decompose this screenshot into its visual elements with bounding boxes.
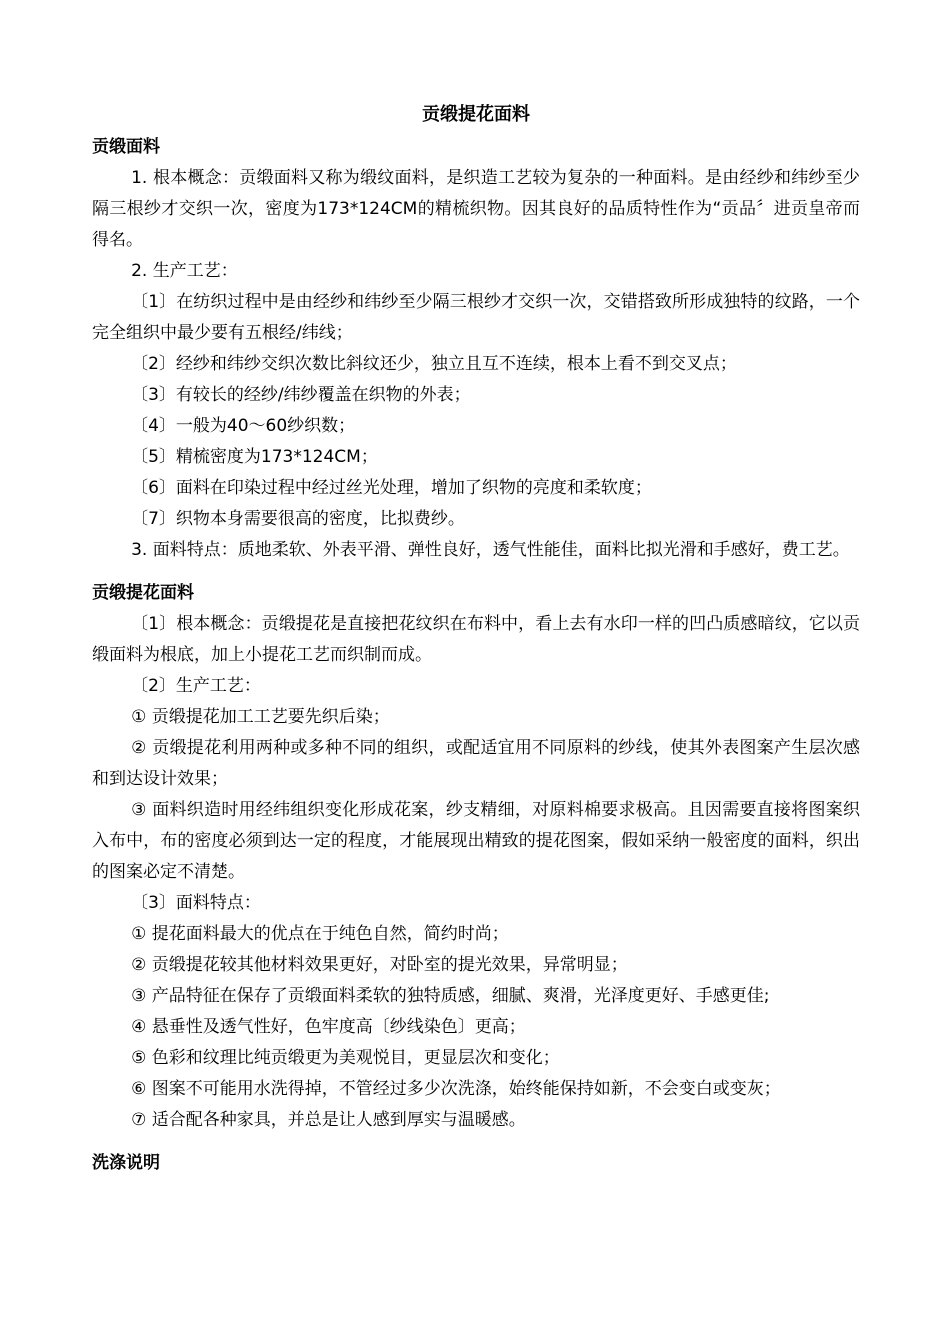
paragraph: 〔3〕面料特点： (131, 893, 261, 913)
paragraph: ⑦ 适合配各种家具，并总是让人感到厚实与温暖感。 (131, 1110, 526, 1130)
paragraph: 〔6〕面料在印染过程中经过丝光处理，增加了织物的亮度和柔软度； (131, 478, 652, 498)
paragraph: ① 提花面料最大的优点在于纯色自然，简约时尚； (131, 924, 509, 944)
paragraph: ③ 产品特征在保存了贡缎面料柔软的独特质感，细腻、爽滑，光泽度更好、手感更佳; (131, 986, 770, 1006)
section-heading-washing: 洗涤说明 (92, 1153, 160, 1173)
paragraph: ② 贡缎提花利用两种或多种不同的组织，或配适宜用不同原料的纱线，使其外表图案产生层次感和到达设计效果； (92, 738, 860, 789)
paragraph: ② 贡缎提花较其他材料效果更好，对卧室的提光效果，异常明显； (131, 955, 628, 975)
paragraph: 1. 根本概念：贡缎面料又称为缎纹面料，是织造工艺较为复杂的一种面料。是由经纱和纬纱至少隔三根纱才交织一次，密度为173*124CM的精梳织物。因其良好的品质特性作为“贡品〞进贡皇帝而得名。 (92, 168, 860, 250)
section-heading-jacquard: 贡缎提花面料 (92, 583, 194, 603)
section-heading-satin: 贡缎面料 (92, 137, 160, 157)
paragraph: 〔1〕根本概念：贡缎提花是直接把花纹织在布料中，看上去有水印一样的凹凸质感暗纹，它以贡缎面料为根底，加上小提花工艺而织制而成。 (92, 614, 860, 665)
paragraph: 〔5〕精梳密度为173*124CM； (131, 447, 378, 467)
paragraph: 〔1〕在纺织过程中是由经纱和纬纱至少隔三根纱才交织一次，交错搭致所形成独特的纹路，一个完全组织中最少要有五根经/纬线； (92, 292, 860, 343)
paragraph: 〔4〕一般为40～60纱织数； (131, 416, 356, 436)
paragraph: ⑤ 色彩和纹理比纯贡缎更为美观悦目，更显层次和变化； (131, 1048, 560, 1068)
paragraph: 〔2〕生产工艺： (131, 676, 261, 696)
paragraph: 3. 面料特点：质地柔软、外表平滑、弹性良好，透气性能佳，面料比拟光滑和手感好，费工艺。 (131, 540, 850, 560)
document-title: 贡缎提花面料 (422, 104, 530, 125)
paragraph: ① 贡缎提花加工工艺要先织后染； (131, 707, 390, 727)
document-body (92, 100, 860, 1179)
paragraph: ③ 面料织造时用经纬组织变化形成花案，纱支精细，对原料棉要求极高。且因需要直接将图案织入布中，布的密度必须到达一定的程度，才能展现出精致的提花图案，假如采纳一般密度的面料，织出的图案必定不清楚。 (92, 800, 860, 882)
paragraph: 〔7〕织物本身需要很高的密度，比拟费纱。 (131, 509, 465, 529)
paragraph: 〔3〕有较长的经纱/纬纱覆盖在织物的外表； (131, 385, 471, 405)
paragraph: 〔2〕经纱和纬纱交织次数比斜纹还少，独立且互不连续，根本上看不到交叉点； (131, 354, 737, 374)
paragraph: ④ 悬垂性及透气性好，色牢度高〔纱线染色〕更高； (131, 1017, 526, 1037)
paragraph: 2. 生产工艺： (131, 261, 238, 281)
paragraph: ⑥ 图案不可能用水洗得掉，不管经过多少次洗涤，始终能保持如新，不会变白或变灰； (131, 1079, 781, 1099)
